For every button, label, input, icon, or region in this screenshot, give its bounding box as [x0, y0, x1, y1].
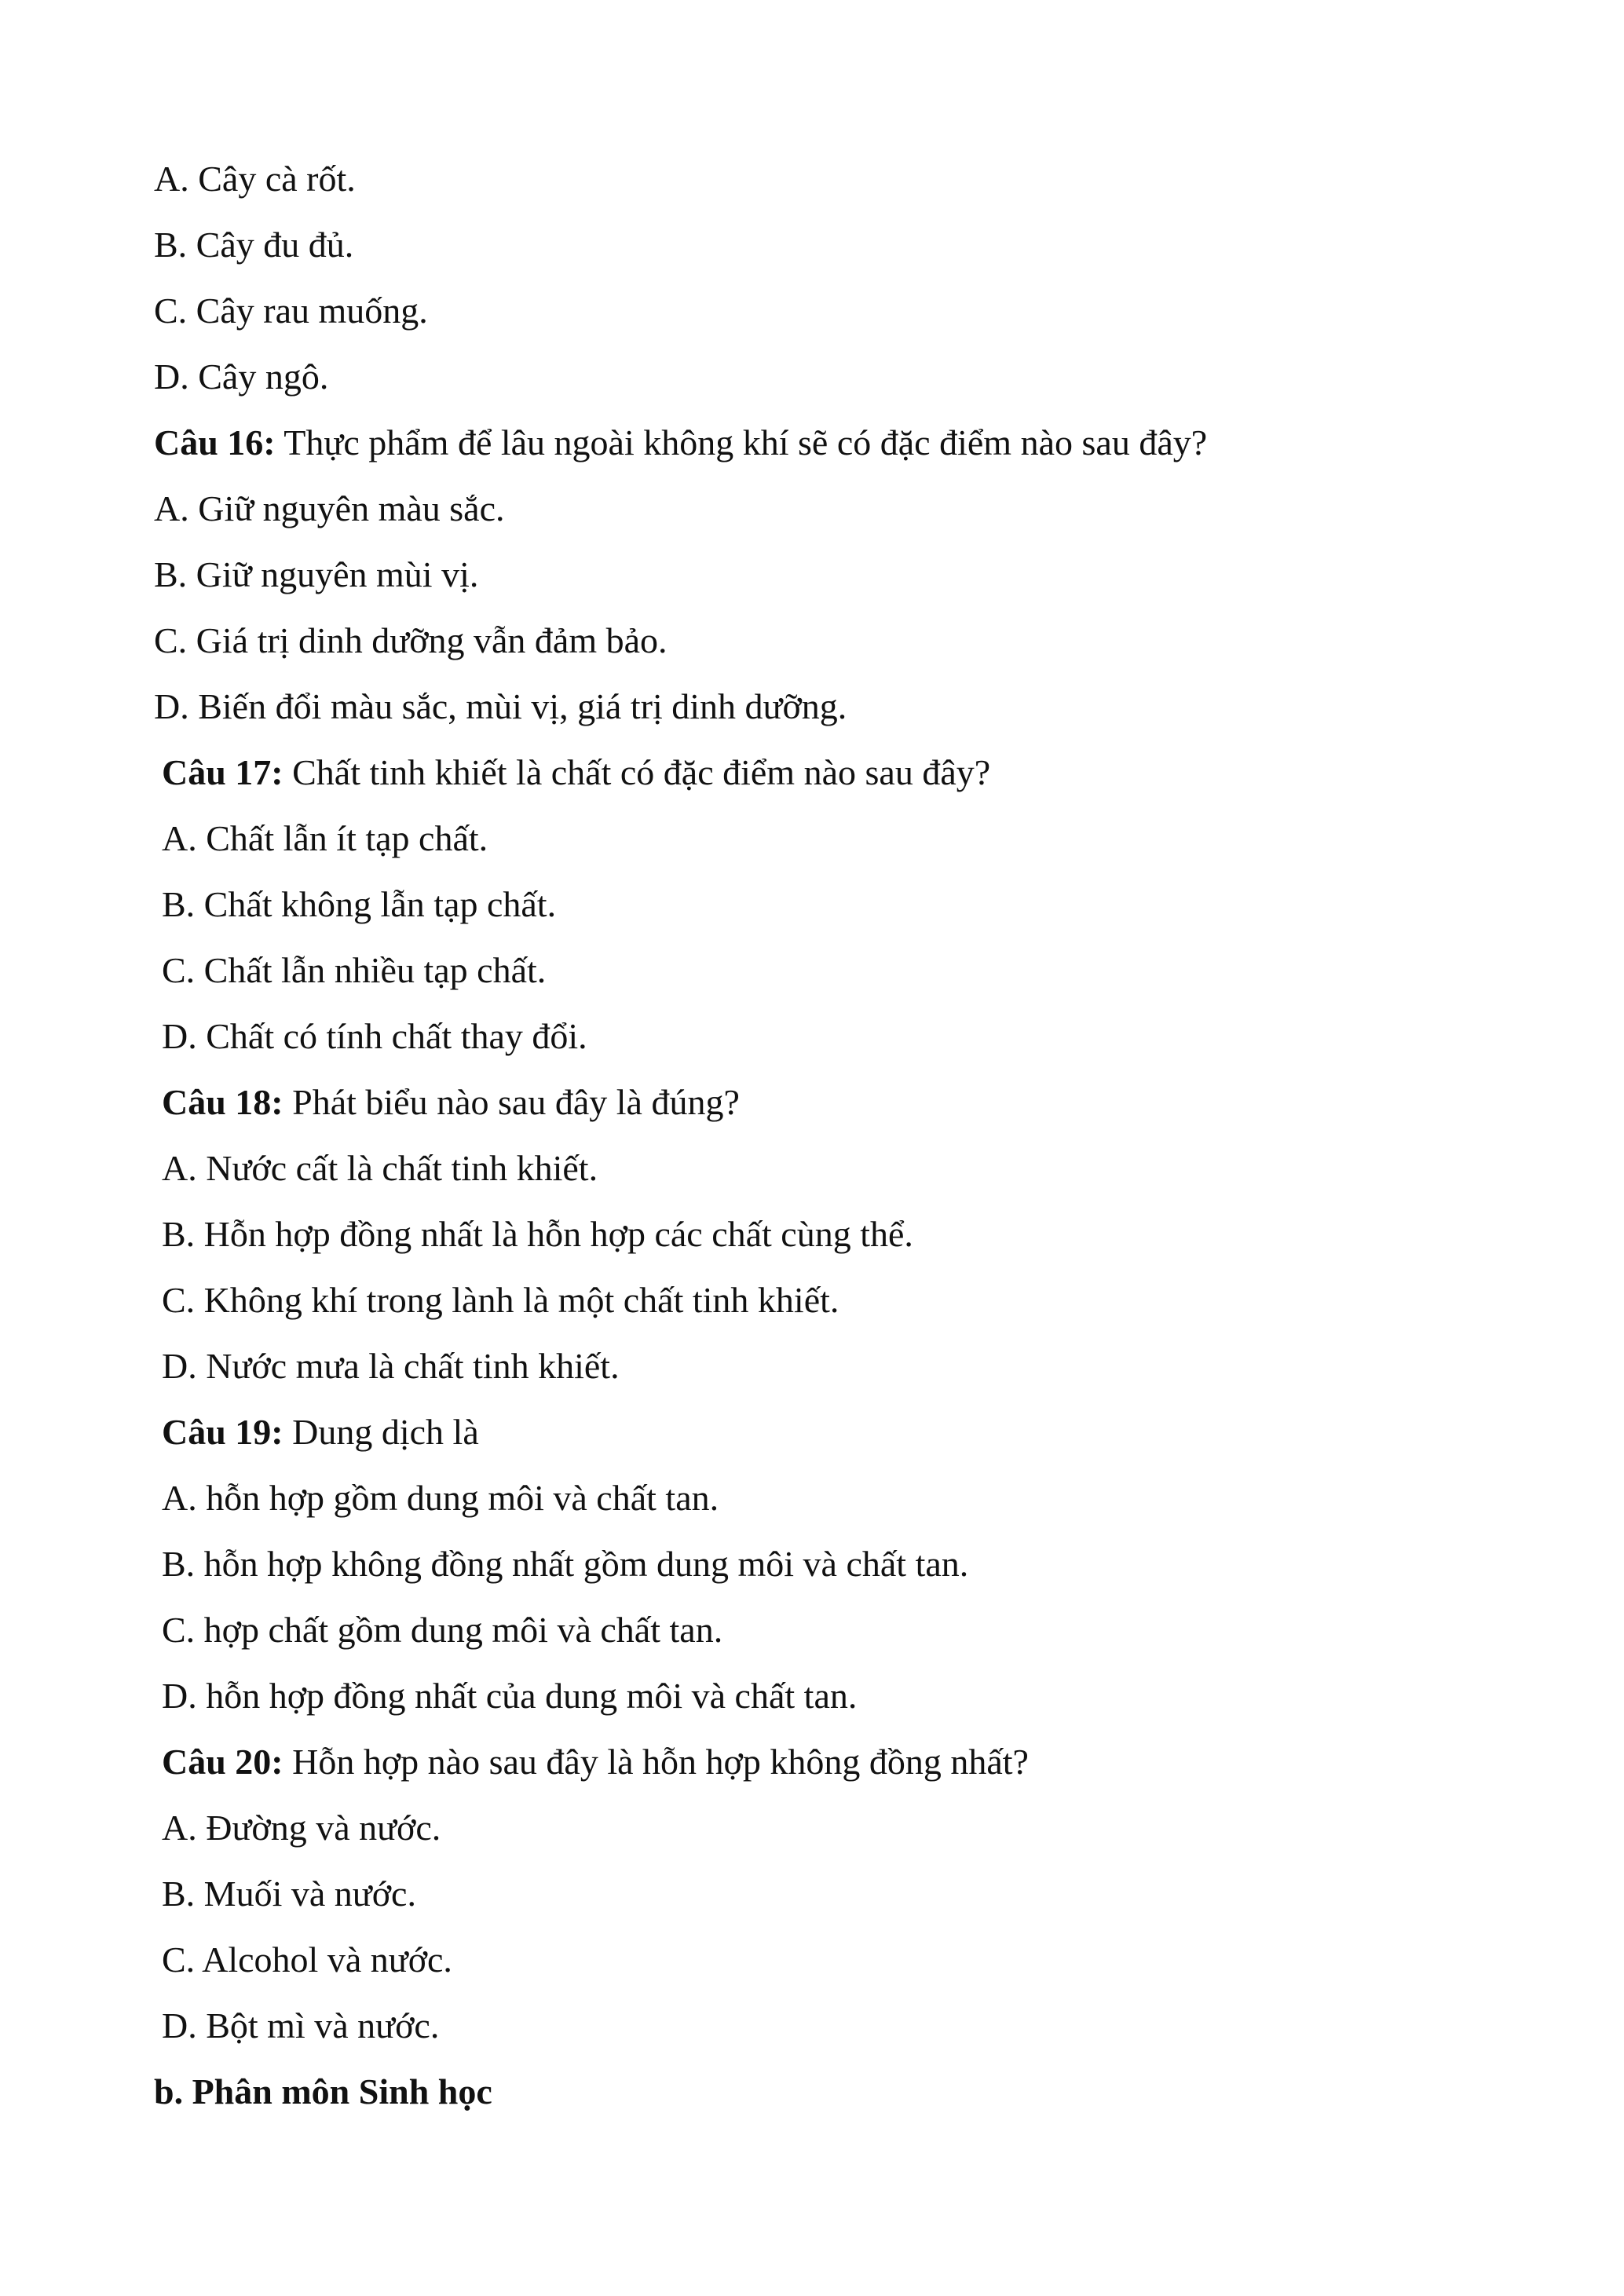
option-d: D. Chất có tính chất thay đổi.: [162, 1016, 587, 1056]
option-d: D. Bột mì và nước.: [162, 2005, 440, 2046]
section-title: b. Phân môn Sinh học: [154, 2071, 492, 2111]
question-label: Câu 17:: [162, 752, 283, 792]
option-c: C. Giá trị dinh dưỡng vẫn đảm bảo.: [154, 620, 668, 660]
option-c: C. hợp chất gồm dung môi và chất tan.: [162, 1610, 723, 1650]
option-a: A. Giữ nguyên màu sắc.: [154, 488, 505, 528]
question-19: [162, 1409, 479, 1456]
option-a: A. Cây cà rốt.: [154, 159, 356, 199]
question-label: Câu 19:: [162, 1412, 283, 1452]
option-b: B. Giữ nguyên mùi vị.: [154, 554, 479, 594]
option-a: A. Đường và nước.: [162, 1808, 441, 1848]
question-label: Câu 18:: [162, 1082, 283, 1122]
option-b: B. Cây đu đủ.: [154, 225, 354, 265]
question-text: Chất tinh khiết là chất có đặc điểm nào sau đây?: [283, 752, 991, 792]
question-label: Câu 20:: [162, 1742, 283, 1782]
option-d: D. hỗn hợp đồng nhất của dung môi và chất tan.: [162, 1676, 858, 1716]
question-17: [162, 749, 990, 796]
option-c: C. Cây rau muống.: [154, 291, 428, 331]
option-c: C. Không khí trong lành là một chất tinh khiết.: [162, 1280, 839, 1320]
option-d: D. Cây ngô.: [154, 356, 329, 397]
option-c: C. Alcohol và nước.: [162, 1940, 452, 1980]
question-18: [162, 1079, 740, 1126]
question-16: [154, 419, 1207, 466]
question-text: Dung dịch là: [283, 1412, 479, 1452]
question-20: [162, 1738, 1029, 1786]
option-b: B. hỗn hợp không đồng nhất gồm dung môi và chất tan.: [162, 1544, 969, 1584]
option-d: D. Biến đổi màu sắc, mùi vị, giá trị dinh dưỡng.: [154, 686, 847, 726]
option-a: A. Chất lẫn ít tạp chất.: [162, 818, 488, 858]
question-text: Hỗn hợp nào sau đây là hỗn hợp không đồng nhất?: [283, 1742, 1029, 1782]
option-c: C. Chất lẫn nhiều tạp chất.: [162, 950, 547, 990]
question-text: Phát biểu nào sau đây là đúng?: [283, 1082, 740, 1122]
question-label: Câu 16:: [154, 422, 276, 462]
option-b: B. Muối và nước.: [162, 1874, 416, 1914]
option-d: D. Nước mưa là chất tinh khiết.: [162, 1346, 620, 1386]
question-text: Thực phẩm để lâu ngoài không khí sẽ có đặc điểm nào sau đây?: [275, 422, 1208, 462]
option-a: A. hỗn hợp gồm dung môi và chất tan.: [162, 1478, 719, 1518]
option-b: B. Hỗn hợp đồng nhất là hỗn hợp các chất cùng thể.: [162, 1214, 913, 1254]
option-a: A. Nước cất là chất tinh khiết.: [162, 1148, 598, 1188]
option-b: B. Chất không lẫn tạp chất.: [162, 884, 557, 924]
